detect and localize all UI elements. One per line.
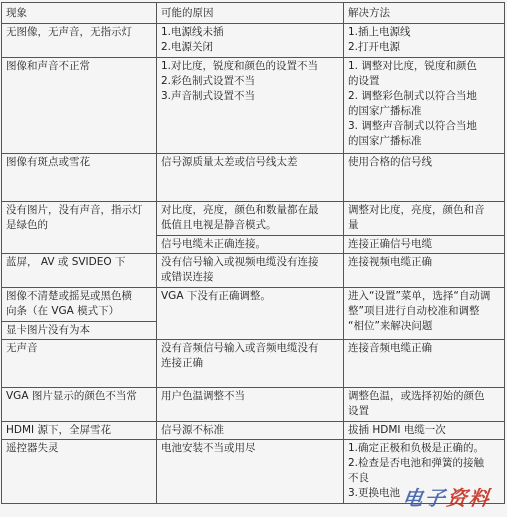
cause-text: 2.彩色制式设置不当 [161,75,256,87]
symptom-text: 图像不清楚或摇晃或黑色横 [6,290,132,302]
cause-text: 电池安装不当或用尽 [161,442,256,454]
cause-cell [157,202,344,236]
table-row [2,388,505,422]
cause-text: 用户色温调整不当 [161,390,245,402]
cause-cell [157,154,344,202]
solution-cell [344,154,505,202]
cause-text: 信号源不标准 [161,424,224,436]
cause-text: 或错误连接 [161,271,214,283]
cause-cell [157,254,344,288]
cause-cell [157,58,344,154]
symptom-cell [2,422,157,440]
solution-cell [344,58,505,154]
cause-text: 连接正确 [161,357,203,369]
symptom-cell [2,24,157,58]
solution-text: 调整对比度，亮度，颜色和音 [348,204,485,216]
solution-text: 拔插 HDMI 电缆一次 [348,424,446,436]
table-row [2,24,505,58]
table-row [2,422,505,440]
cause-cell [157,440,344,504]
symptom-cell [2,440,157,504]
table-row [2,254,505,288]
watermark-part2: 资料 [445,486,493,510]
symptom-cell [2,58,157,154]
solution-text: 整”项目进行自动校准和调整 [348,305,480,317]
solution-text: 1. 调整对比度，锐度和颜色 [348,60,477,72]
solution-text: 进入“设置”菜单，选择“自动调 [348,290,491,302]
solution-text: 2.检查是否电池和弹簧的接触 [348,457,485,469]
solution-text: 3. 调整声音制式以符合当地 [348,120,477,132]
cause-text: VGA 下没有正确调整。 [161,290,271,302]
solution-text: 2. 调整彩色制式以符合当地 [348,90,477,102]
symptom-text: 是绿色的 [6,219,48,231]
table-row [2,154,505,202]
symptom-cell [2,322,157,340]
solution-text: 2.打开电源 [348,41,401,53]
solution-cell [344,254,505,288]
solution-text: 的国家广播标准 [348,135,422,147]
solution-cell [344,202,505,236]
header-solution: 解决方法 [344,3,505,24]
cause-cell [157,422,344,440]
solution-text: 调整色温，或选择初始的颜色 [348,390,485,402]
solution-text: “相位”来解决问题 [348,320,433,332]
solution-text: 的设置 [348,75,380,87]
solution-cell [344,340,505,388]
cause-text: 没有信号输入或视频电缆没有连接 [161,256,319,268]
solution-cell [344,422,505,440]
symptom-text: 无图像，无声音，无指示灯 [6,26,132,38]
header-row [2,3,505,24]
symptom-text: 遥控器失灵 [6,442,59,454]
cause-cell [157,24,344,58]
cause-cell [157,388,344,422]
cause-text: 2.电源关闭 [161,41,214,53]
header-cause: 可能的原因 [157,3,344,24]
symptom-text: 无声音 [6,342,38,354]
cause-text: 信号电缆未正确连接。 [161,238,266,250]
solution-text: 的国家广播标准 [348,105,422,117]
cause-cell [157,340,344,388]
symptom-text: 显卡图片没有为本 [6,324,90,336]
header-phenomenon: 现象 [2,3,157,24]
symptom-text: 向条（在 VGA 模式下） [6,305,120,317]
cause-text: 1.电源线未插 [161,26,224,38]
symptom-text: 蓝屏， AV 或 SVIDEO 下 [6,256,126,268]
solution-cell [344,236,505,254]
cause-text: 信号源质量太差或信号线太差 [161,156,298,168]
symptom-text: VGA 图片显示的颜色不当常 [6,390,137,402]
symptom-cell [2,340,157,388]
table-row [2,340,505,388]
solution-text: 不良 [348,472,369,484]
watermark-logo [401,482,493,511]
solution-text: 连接正确信号电缆 [348,238,432,250]
solution-cell [344,24,505,58]
cause-text: 低值且电视是静音模式。 [161,219,277,231]
solution-cell [344,388,505,422]
symptom-cell [2,202,157,254]
cause-cell [157,236,344,254]
symptom-cell [2,254,157,288]
solution-text: 使用合格的信号线 [348,156,432,168]
symptom-text: HDMI 源下，全屏雪花 [6,424,111,436]
cause-text: 没有音频信号输入或音频电缆没有 [161,342,319,354]
solution-cell [344,288,505,340]
cause-text: 3.声音制式设置不当 [161,90,256,102]
cause-text: 1.对比度，锐度和颜色的设置不当 [161,60,319,72]
solution-text: 1.插上电源线 [348,26,411,38]
symptom-text: 图像和声音不正常 [6,60,90,72]
cause-text: 对比度，亮度，颜色和数量都在最 [161,204,319,216]
watermark-part1: 电子 [401,486,449,510]
solution-text: 1.确定正极和负极是正确的。 [348,442,485,454]
symptom-text: 图像有斑点或雪花 [6,156,90,168]
symptom-cell [2,388,157,422]
cause-cell [157,288,344,340]
solution-text: 3.更换电池 [348,487,401,499]
table-row [2,202,505,236]
solution-text: 设置 [348,405,369,417]
table-row [2,288,505,322]
table-row [2,58,505,154]
troubleshooting-table [1,2,505,504]
solution-text: 连接音频电缆正确 [348,342,432,354]
symptom-cell [2,288,157,322]
symptom-cell [2,154,157,202]
symptom-text: 没有图片，没有声音，指示灯 [6,204,143,216]
solution-text: 量 [348,219,359,231]
solution-text: 连接视频电缆正确 [348,256,432,268]
